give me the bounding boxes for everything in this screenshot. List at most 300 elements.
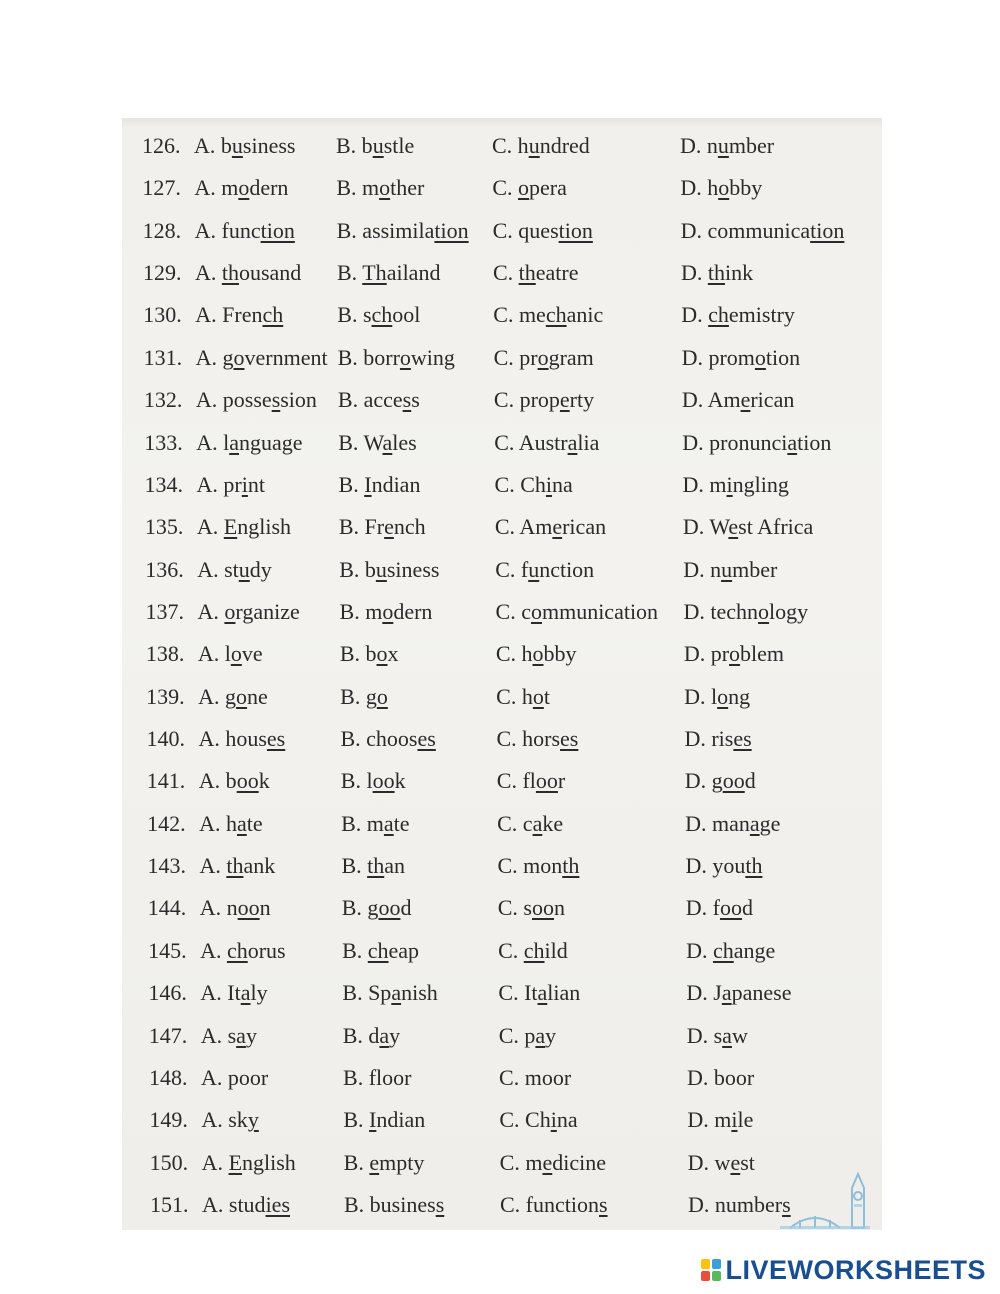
option-text-before: B. borr bbox=[337, 344, 400, 370]
option-a bbox=[199, 808, 263, 840]
option-text-before: D. boor bbox=[687, 1064, 755, 1090]
option-b bbox=[337, 215, 469, 247]
underlined-sound: es bbox=[560, 726, 579, 752]
option-c bbox=[493, 257, 579, 289]
option-text-after: dicine bbox=[552, 1149, 606, 1175]
underlined-sound: ch bbox=[262, 302, 284, 328]
underlined-sound: o bbox=[537, 344, 549, 370]
underlined-sound: s bbox=[271, 387, 281, 413]
option-text-after: logy bbox=[769, 598, 809, 624]
option-text-before: C. Ch bbox=[494, 471, 546, 497]
option-text-after: lia bbox=[577, 429, 600, 455]
underlined-sound: es bbox=[733, 726, 752, 752]
option-b bbox=[344, 1147, 425, 1179]
option-text-after: d bbox=[744, 768, 756, 794]
option-text-before: A. hous bbox=[198, 726, 267, 752]
underlined-sound: o bbox=[717, 683, 729, 709]
option-d bbox=[685, 808, 780, 840]
option-text-after: anic bbox=[566, 302, 604, 328]
page-edge-shadow bbox=[122, 118, 882, 128]
option-text-before: B. m bbox=[336, 175, 380, 201]
option-text-after: bby bbox=[543, 641, 577, 667]
underlined-sound: i bbox=[726, 471, 733, 497]
option-text-before: C. Austr bbox=[494, 429, 568, 455]
option-d bbox=[685, 765, 756, 797]
option-text-before: D. l bbox=[684, 683, 718, 709]
option-text-before: A. bbox=[201, 1149, 229, 1175]
option-b bbox=[342, 935, 419, 967]
option-text-before: D. bbox=[680, 260, 708, 286]
option-c bbox=[499, 1104, 577, 1136]
question-number: 131. bbox=[143, 344, 183, 370]
underlined-sound: e bbox=[384, 514, 394, 540]
question-number: 138. bbox=[145, 641, 185, 667]
option-text-after: nglish bbox=[242, 1149, 296, 1175]
underlined-sound: s bbox=[599, 1192, 608, 1217]
option-text-after: ngling bbox=[732, 471, 789, 497]
option-c bbox=[500, 1147, 606, 1179]
underlined-sound: s bbox=[435, 1192, 445, 1217]
option-text-after: t bbox=[543, 683, 550, 709]
underlined-sound: a bbox=[532, 810, 543, 836]
underlined-sound: a bbox=[722, 1022, 732, 1048]
underlined-sound: a bbox=[391, 980, 402, 1006]
option-text-before: D. m bbox=[682, 471, 727, 497]
option-text-before: C. function bbox=[500, 1192, 599, 1217]
option-text-before: D. prom bbox=[681, 344, 755, 370]
option-text-after: na bbox=[556, 1107, 578, 1133]
option-text-before: C. h bbox=[492, 133, 529, 158]
option-b bbox=[342, 977, 437, 1009]
option-text-after: le bbox=[737, 1107, 754, 1133]
option-text-before: B. acce bbox=[337, 387, 403, 413]
underlined-sound: a bbox=[567, 429, 578, 455]
option-text-before: C. prop bbox=[493, 387, 560, 413]
option-text-after: n bbox=[259, 895, 271, 921]
option-text-after: eatre bbox=[535, 260, 579, 286]
option-text-after: dern bbox=[249, 175, 289, 201]
option-b bbox=[340, 681, 388, 713]
option-b bbox=[340, 723, 435, 755]
underlined-sound: o bbox=[532, 641, 544, 667]
option-d bbox=[686, 935, 775, 967]
option-text-after: tion bbox=[797, 429, 832, 455]
option-text-before: C. s bbox=[497, 895, 532, 921]
option-text-after: mber bbox=[732, 556, 778, 582]
option-c bbox=[498, 892, 565, 924]
option-text-before: C. m bbox=[499, 1149, 543, 1175]
option-text-after: panese bbox=[731, 980, 792, 1006]
option-text-after: y bbox=[545, 1022, 557, 1048]
option-a bbox=[196, 342, 328, 374]
option-text-before: A. bbox=[194, 260, 222, 286]
option-text-after: dern bbox=[393, 598, 433, 624]
option-d bbox=[684, 723, 751, 755]
option-c bbox=[492, 172, 567, 204]
option-text-before: C. h bbox=[496, 683, 533, 709]
underlined-sound: e bbox=[369, 1149, 380, 1175]
option-b bbox=[344, 1189, 444, 1221]
option-text-before: B. g bbox=[340, 683, 377, 709]
underlined-sound: o bbox=[224, 598, 236, 624]
option-text-before: A. bbox=[200, 937, 227, 963]
underlined-sound: e bbox=[740, 387, 751, 413]
option-c bbox=[500, 1189, 608, 1221]
option-a bbox=[202, 1147, 296, 1179]
option-text-after: eap bbox=[388, 937, 420, 963]
underlined-sound: th bbox=[367, 853, 385, 879]
option-text-after: blem bbox=[740, 641, 785, 667]
underlined-sound: a bbox=[236, 1022, 246, 1048]
underlined-sound: th bbox=[745, 853, 763, 879]
underlined-sound: i bbox=[550, 1107, 557, 1133]
option-text-before: A. s bbox=[200, 1022, 237, 1048]
option-text-after: wing bbox=[410, 344, 455, 370]
underlined-sound: u bbox=[372, 133, 384, 158]
option-text-before: D. techn bbox=[683, 598, 759, 624]
option-text-before: D. pronunci bbox=[682, 429, 788, 455]
underlined-sound: o bbox=[376, 641, 388, 667]
underlined-sound: tion bbox=[558, 217, 593, 243]
option-c bbox=[494, 384, 594, 416]
option-text-before: C. c bbox=[495, 598, 531, 624]
option-text-after: bby bbox=[729, 175, 763, 201]
option-text-before: B. Fr bbox=[338, 514, 385, 540]
option-text-before: D. W bbox=[682, 514, 729, 540]
big-ben-decoration-icon bbox=[760, 1168, 880, 1232]
option-text-after: tion bbox=[765, 344, 801, 370]
option-text-after: ndian bbox=[371, 471, 421, 497]
question-number: 145. bbox=[148, 937, 187, 963]
option-text-before: B. m bbox=[341, 810, 384, 836]
option-d bbox=[686, 892, 753, 924]
option-b bbox=[338, 384, 420, 416]
option-a bbox=[198, 596, 300, 628]
liveworksheets-watermark bbox=[701, 1252, 986, 1288]
option-text-after: gram bbox=[548, 344, 594, 370]
option-text-before: A. sk bbox=[201, 1107, 248, 1133]
option-text-after: ild bbox=[544, 937, 568, 963]
option-text-after: sion bbox=[280, 387, 317, 413]
option-text-before: A. bbox=[197, 598, 225, 624]
option-b bbox=[341, 850, 405, 882]
option-text-before: D. f bbox=[685, 895, 720, 921]
underlined-sound: oo bbox=[237, 895, 260, 921]
option-text-before: C. It bbox=[498, 980, 538, 1006]
question-number: 151. bbox=[150, 1192, 189, 1217]
option-text-before: B. bbox=[342, 937, 368, 963]
underlined-sound: a bbox=[237, 810, 247, 836]
underlined-sound: a bbox=[229, 429, 239, 455]
option-text-before: D. g bbox=[684, 768, 723, 794]
option-text-after: orus bbox=[247, 937, 286, 963]
question-number: 141. bbox=[146, 768, 186, 794]
question-number: 129. bbox=[142, 260, 182, 286]
question-number: 128. bbox=[142, 217, 182, 243]
option-text-after: ink bbox=[724, 260, 754, 286]
option-a bbox=[197, 511, 291, 543]
option-text-before: B. floor bbox=[343, 1064, 412, 1090]
option-a bbox=[196, 427, 302, 459]
option-d bbox=[681, 257, 753, 289]
option-text-before: D. h bbox=[680, 175, 719, 201]
option-text-before: C. mon bbox=[497, 853, 563, 879]
underlined-sound: ch bbox=[712, 937, 734, 963]
option-text-after: nguage bbox=[239, 429, 303, 455]
option-text-before: B. bbox=[338, 471, 365, 497]
underlined-sound: Th bbox=[362, 260, 387, 286]
option-text-before: A. l bbox=[197, 641, 231, 667]
question-number: 135. bbox=[144, 514, 184, 540]
option-a bbox=[198, 723, 285, 755]
option-text-before: A. st bbox=[197, 556, 239, 582]
option-text-before: A. posse bbox=[195, 387, 272, 413]
underlined-sound: o bbox=[729, 641, 741, 667]
watermark-text: LIVEWORKSHEETS bbox=[725, 1254, 986, 1285]
underlined-sound: ch bbox=[367, 937, 389, 963]
option-a bbox=[202, 1189, 290, 1221]
option-text-after: ne bbox=[247, 683, 268, 709]
option-text-before: D. man bbox=[685, 810, 750, 836]
option-text-before: B. b bbox=[339, 641, 377, 667]
question-number: 150. bbox=[149, 1149, 189, 1175]
option-text-after: d bbox=[400, 895, 412, 921]
option-text-after: na bbox=[552, 471, 573, 497]
option-a bbox=[194, 172, 288, 204]
option-text-before: B. b bbox=[339, 556, 376, 582]
option-c bbox=[492, 130, 590, 162]
option-text-before: A. l bbox=[196, 429, 230, 455]
option-text-after: rty bbox=[569, 387, 595, 413]
option-d bbox=[681, 215, 845, 247]
option-d bbox=[687, 1020, 748, 1052]
option-text-after: vernment bbox=[244, 344, 328, 370]
option-text-after: st bbox=[740, 1149, 755, 1175]
underlined-sound: u bbox=[528, 556, 540, 582]
option-text-after: nction bbox=[539, 556, 595, 582]
option-b bbox=[343, 1062, 411, 1094]
option-d bbox=[684, 638, 784, 670]
option-c bbox=[497, 850, 579, 882]
option-text-before: D. Am bbox=[681, 387, 741, 413]
option-text-after: x bbox=[387, 641, 399, 667]
underlined-sound: o bbox=[399, 344, 411, 370]
option-text-before: A. h bbox=[199, 810, 237, 836]
option-c bbox=[495, 554, 594, 586]
question-number: 136. bbox=[145, 556, 184, 582]
option-text-before: A. It bbox=[200, 980, 241, 1006]
underlined-sound: e bbox=[730, 1149, 741, 1175]
option-b bbox=[337, 257, 441, 289]
option-b bbox=[343, 1104, 425, 1136]
underlined-sound: oo bbox=[719, 895, 742, 921]
option-c bbox=[494, 427, 599, 459]
option-text-after: ndian bbox=[376, 1107, 426, 1133]
option-c bbox=[496, 638, 577, 670]
option-text-after: n bbox=[554, 895, 565, 921]
underlined-sound: a bbox=[787, 429, 798, 455]
option-b bbox=[341, 808, 409, 840]
question-number: 146. bbox=[148, 980, 187, 1006]
underlined-sound: o bbox=[530, 598, 542, 624]
underlined-sound: i bbox=[731, 1107, 738, 1133]
underlined-sound: es bbox=[417, 726, 436, 752]
underlined-sound: o bbox=[376, 683, 388, 709]
underlined-sound: o bbox=[238, 175, 250, 201]
question-number: 133. bbox=[144, 429, 183, 455]
underlined-sound: o bbox=[230, 641, 242, 667]
option-a bbox=[194, 130, 295, 162]
question-number: 144. bbox=[147, 895, 187, 921]
option-text-after: ousand bbox=[238, 260, 302, 286]
option-text-before: D. bbox=[686, 937, 713, 963]
option-text-before: D. you bbox=[685, 853, 746, 879]
option-text-after: ke bbox=[542, 810, 564, 836]
underlined-sound: o bbox=[532, 683, 544, 709]
option-a bbox=[201, 1062, 268, 1094]
underlined-sound: ch bbox=[708, 302, 729, 328]
option-text-after: nglish bbox=[237, 514, 292, 540]
option-d bbox=[682, 384, 794, 416]
underlined-sound: i bbox=[241, 471, 248, 497]
underlined-sound: o bbox=[754, 344, 766, 370]
underlined-sound: oo bbox=[372, 768, 395, 794]
option-text-after: mber bbox=[728, 133, 775, 158]
option-b bbox=[336, 130, 414, 162]
option-text-before: B. choos bbox=[340, 726, 418, 752]
option-text-after: w bbox=[731, 1022, 748, 1048]
underlined-sound: oo bbox=[535, 768, 558, 794]
option-b bbox=[339, 469, 421, 501]
option-text-after: siness bbox=[386, 556, 440, 582]
underlined-sound: es bbox=[266, 726, 286, 752]
option-text-before: D. n bbox=[683, 556, 722, 582]
option-text-before: B. g bbox=[341, 895, 379, 921]
question-number: 148. bbox=[149, 1064, 188, 1090]
option-text-before: A. bbox=[199, 853, 227, 879]
underlined-sound: oo bbox=[722, 768, 745, 794]
option-text-after: ndred bbox=[539, 133, 590, 158]
underlined-sound: a bbox=[537, 980, 548, 1006]
option-text-before: D. communica bbox=[680, 217, 811, 243]
option-text-after: lian bbox=[547, 980, 581, 1006]
option-text-before: D. pr bbox=[683, 641, 730, 667]
option-a bbox=[195, 257, 301, 289]
option-b bbox=[340, 638, 399, 670]
underlined-sound: tion bbox=[434, 217, 469, 243]
option-a bbox=[198, 638, 263, 670]
option-b bbox=[337, 299, 420, 331]
liveworksheets-logo-icon bbox=[701, 1259, 721, 1281]
option-c bbox=[499, 1020, 556, 1052]
option-text-after: ool bbox=[392, 302, 421, 328]
option-text-after: mpty bbox=[379, 1149, 425, 1175]
option-c bbox=[493, 299, 603, 331]
option-text-before: C. Am bbox=[494, 514, 553, 540]
option-d bbox=[680, 130, 774, 162]
underlined-sound: o bbox=[233, 344, 245, 370]
option-text-after: rganize bbox=[235, 598, 300, 624]
option-text-after: ther bbox=[390, 175, 425, 201]
option-text-after: te bbox=[393, 810, 410, 836]
underlined-sound: a bbox=[240, 980, 251, 1006]
option-c bbox=[495, 469, 573, 501]
underlined-sound: u bbox=[375, 556, 387, 582]
option-d bbox=[685, 850, 762, 882]
option-text-before: C. bbox=[498, 937, 524, 963]
option-text-before: B. Sp bbox=[342, 980, 392, 1006]
underlined-sound: o bbox=[382, 598, 394, 624]
option-d bbox=[688, 1147, 755, 1179]
option-text-before: C. pr bbox=[493, 344, 538, 370]
option-b bbox=[341, 765, 406, 797]
option-text-before: C. p bbox=[498, 1022, 536, 1048]
underlined-sound: th bbox=[221, 260, 239, 286]
option-b bbox=[340, 596, 433, 628]
option-text-before: B. bbox=[336, 260, 363, 286]
option-b bbox=[339, 511, 426, 543]
underlined-sound: o bbox=[518, 175, 529, 201]
question-number: 126. bbox=[142, 133, 181, 158]
underlined-sound: u bbox=[528, 133, 540, 158]
option-b bbox=[336, 172, 424, 204]
underlined-sound: I bbox=[369, 1107, 377, 1133]
option-text-after: mmunication bbox=[541, 598, 659, 624]
underlined-sound: u bbox=[238, 556, 250, 582]
option-d bbox=[683, 554, 777, 586]
option-text-after: ng bbox=[728, 683, 751, 709]
underlined-sound: ch bbox=[371, 302, 393, 328]
option-d bbox=[684, 596, 809, 628]
option-a bbox=[200, 977, 267, 1009]
option-text-before: B. b bbox=[336, 133, 373, 158]
option-text-before: C. h bbox=[495, 641, 533, 667]
option-a bbox=[195, 215, 295, 247]
underlined-sound: E bbox=[228, 1149, 243, 1175]
option-text-before: B. s bbox=[337, 302, 372, 328]
option-c bbox=[493, 215, 593, 247]
option-text-after: ve bbox=[241, 641, 263, 667]
underlined-sound: e bbox=[542, 1149, 553, 1175]
option-text-after: r bbox=[557, 768, 566, 794]
underlined-sound: s bbox=[402, 387, 412, 413]
option-text-after: an bbox=[384, 853, 406, 879]
option-text-before: C. ques bbox=[492, 217, 559, 243]
option-text-before: C. hors bbox=[496, 726, 561, 752]
question-number: 147. bbox=[148, 1022, 188, 1048]
option-text-before: B. m bbox=[339, 598, 383, 624]
underlined-sound: tion bbox=[810, 217, 845, 243]
option-a bbox=[199, 850, 275, 882]
option-d bbox=[684, 681, 750, 713]
option-text-after: les bbox=[392, 429, 417, 455]
option-text-after: k bbox=[258, 768, 270, 794]
option-a bbox=[201, 1104, 258, 1136]
option-text-after: rican bbox=[562, 514, 607, 540]
option-text-before: D. number bbox=[688, 1192, 783, 1217]
underlined-sound: o bbox=[718, 175, 730, 201]
option-text-after: s bbox=[411, 387, 420, 413]
option-text-before: D. s bbox=[686, 1022, 723, 1048]
underlined-sound: ies bbox=[265, 1192, 291, 1217]
question-number: 132. bbox=[143, 387, 183, 413]
option-text-before: A. Fren bbox=[195, 302, 263, 328]
option-text-before: B. bbox=[341, 853, 368, 879]
option-text-before: A. pr bbox=[196, 471, 242, 497]
underlined-sound: a bbox=[383, 810, 394, 836]
option-a bbox=[199, 765, 270, 797]
option-d bbox=[687, 1062, 754, 1094]
